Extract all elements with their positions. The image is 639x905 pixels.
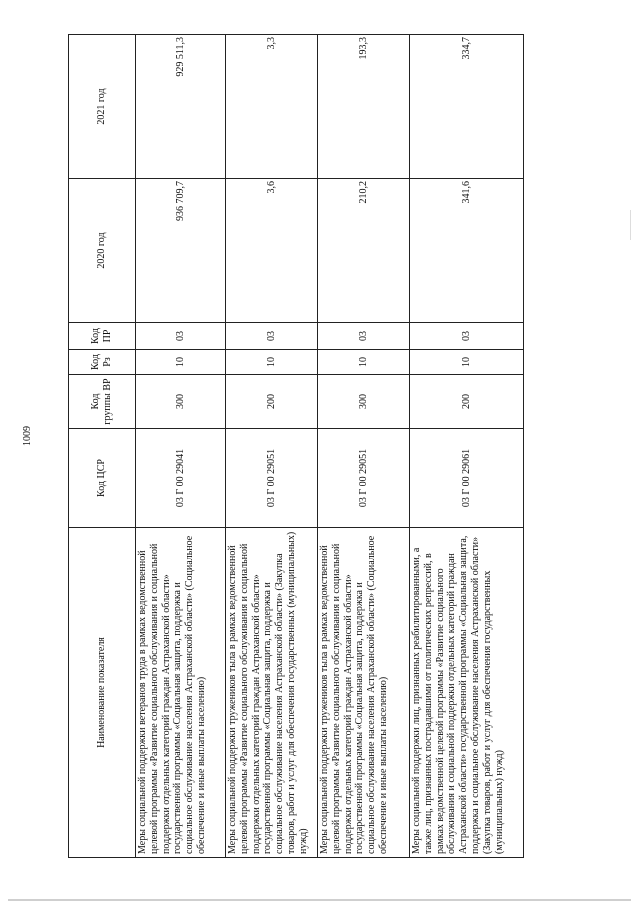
cell-csr: 03 Г 00 29051 <box>226 429 318 528</box>
header-2020: 2020 год <box>69 179 136 323</box>
cell-2021: 193,3 <box>318 35 410 179</box>
table-row <box>226 35 318 858</box>
cell-vr: 300 <box>318 375 410 429</box>
page-number: 1009 <box>22 426 33 446</box>
budget-table <box>68 34 524 858</box>
cell-2020: 3,6 <box>226 179 318 323</box>
table-row <box>410 35 524 858</box>
header-2021: 2021 год <box>69 35 136 179</box>
cell-2021: 334,7 <box>410 35 524 179</box>
cell-rz: 10 <box>318 350 410 375</box>
cell-vr: 200 <box>226 375 318 429</box>
cell-rz: 10 <box>226 350 318 375</box>
header-name: Наименование показателя <box>69 528 136 858</box>
scan-artifact <box>630 210 631 240</box>
cell-name: Меры социальной поддержки ветеранов труда в рамках ведомственной целевой программы «Развитие социального обслуживания и социальной поддержки отдельных категорий граждан Астраханской области» государственной программы «Социальная защита, поддержка и социальное обслуживание населения Астраханской области» (Социальное обеспечение и иные выплаты населению) <box>136 528 226 858</box>
cell-pr: 03 <box>410 323 524 350</box>
cell-pr: 03 <box>136 323 226 350</box>
cell-pr: 03 <box>226 323 318 350</box>
cell-vr: 200 <box>410 375 524 429</box>
cell-2020: 341,6 <box>410 179 524 323</box>
header-csr: Код ЦСР <box>69 429 136 528</box>
cell-name: Меры социальной поддержки тружеников тыла в рамках ведомственной целевой программы «Развитие социального обслуживания и социальной поддержки отдельных категорий граждан Астраханской области» государственной программы «Социальная защита, поддержка и социальное обслуживание населения Астраханской области» (Закупка товаров, работ и услуг для обеспечения государственных (муниципальных) нужд) <box>226 528 318 858</box>
scan-edge-line <box>8 899 631 901</box>
cell-2020: 210,2 <box>318 179 410 323</box>
cell-csr: 03 Г 00 29041 <box>136 429 226 528</box>
cell-2021: 3,3 <box>226 35 318 179</box>
cell-csr: 03 Г 00 29061 <box>410 429 524 528</box>
header-rz: Код Рз <box>69 350 136 375</box>
table-row <box>136 35 226 858</box>
rotated-page-content <box>68 35 520 858</box>
cell-2020: 936 709,7 <box>136 179 226 323</box>
header-vr: Код группы ВР <box>69 375 136 429</box>
table-row <box>318 35 410 858</box>
cell-2021: 929 511,3 <box>136 35 226 179</box>
header-pr: Код ПР <box>69 323 136 350</box>
cell-name: Меры социальной поддержки тружеников тыла в рамках ведомственной целевой программы «Развитие социального обслуживания и социальной поддержки отдельных категорий граждан Астраханской области» государственной программы «Социальная защита, поддержка и социальное обслуживание населения Астраханской области» (Социальное обеспечение и иные выплаты населению) <box>318 528 410 858</box>
table-header-row <box>69 35 136 858</box>
cell-rz: 10 <box>136 350 226 375</box>
cell-pr: 03 <box>318 323 410 350</box>
cell-csr: 03 Г 00 29051 <box>318 429 410 528</box>
cell-name: Меры социальной поддержки лиц, признанных реабилитированными, а также лиц, признанных пострадавшими от политических репрессий, в рамках ведомственной целевой программы «Развитие социального обслуживания и социальной поддержки отдельных категорий граждан Астраханской области» государственной программы «Социальная защита, поддержка и социальное обслуживание населения Астраханской области» (Закупка товаров, работ и услуг для обеспечения государственных (муниципальных) нужд) <box>410 528 524 858</box>
cell-vr: 300 <box>136 375 226 429</box>
cell-rz: 10 <box>410 350 524 375</box>
